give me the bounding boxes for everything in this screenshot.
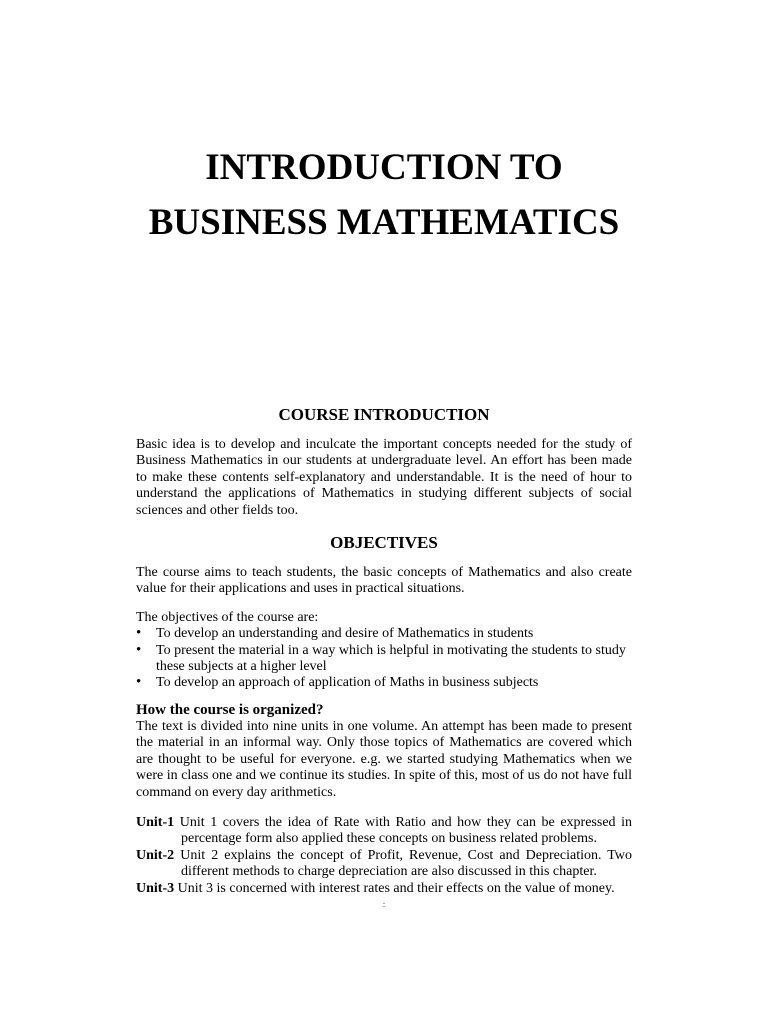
- page-title: [0, 140, 768, 250]
- bullet-icon: •: [136, 625, 142, 642]
- list-item: [136, 675, 632, 691]
- page-title-line-1: INTRODUCTION TO: [205, 147, 563, 188]
- page-footer-mark: :: [382, 900, 386, 909]
- list-item-text: To present the material in a way which is helpful in motivating the students to study these subjects at a higher level: [156, 642, 626, 675]
- objectives-heading: OBJECTIVES: [330, 533, 438, 553]
- unit-entry: [136, 848, 632, 881]
- page-title-line-2: BUSINESS MATHEMATICS: [148, 202, 620, 243]
- bullet-icon: •: [136, 641, 142, 658]
- list-item-text: To develop an approach of application of Maths in business subjects: [156, 675, 539, 691]
- unit-label: Unit-3: [136, 880, 175, 896]
- organization-text: The text is divided into nine units in one volume. An attempt has been made to present the material in an informal way. Only those topics of Mathematics are covered which are thought to be useful for everyone. e.g. we started studying Mathematics when we were in class one and we continue its studies. In spite of this, most of us do not have full command on every day arithmetics.: [136, 718, 632, 800]
- unit-entry: [136, 881, 632, 897]
- unit-label: Unit-1: [136, 814, 175, 830]
- document-body: [136, 405, 632, 897]
- units-list: [136, 815, 632, 897]
- unit-entry: [136, 815, 632, 848]
- organization-heading: How the course is organized?: [136, 701, 324, 718]
- unit-label: Unit-2: [136, 847, 175, 863]
- list-item-text: To develop an understanding and desire of Mathematics in students: [156, 626, 534, 642]
- objectives-list-intro: The objectives of the course are:: [136, 609, 319, 625]
- list-item: [136, 626, 632, 642]
- course-introduction-text: Basic idea is to develop and inculcate the important concepts needed for the study of Business Mathematics in our students at undergraduate level. An effort has been made to make these contents self-explanatory and understandable. It is the need of hour to understand the applications of Mathematics in studying different subjects of social sciences and other fields too.: [136, 437, 632, 518]
- unit-description: Unit 2 explains the concept of Profit, Revenue, Cost and Depreciation. Two different methods to charge depreciation are also discussed in this chapter.: [180, 847, 632, 880]
- course-introduction-heading: COURSE INTRODUCTION: [278, 405, 490, 424]
- list-item: [136, 643, 632, 676]
- unit-description: Unit 3 is concerned with interest rates and their effects on the value of money.: [177, 880, 615, 896]
- objectives-intro-text: The course aims to teach students, the basic concepts of Mathematics and also create value for their applications and uses in practical situations.: [136, 565, 632, 597]
- bullet-icon: •: [136, 674, 142, 691]
- unit-description: Unit 1 covers the idea of Rate with Ratio and how they can be expressed in percentage form also applied these concepts on business related problems.: [179, 814, 633, 847]
- objectives-list: [136, 626, 632, 692]
